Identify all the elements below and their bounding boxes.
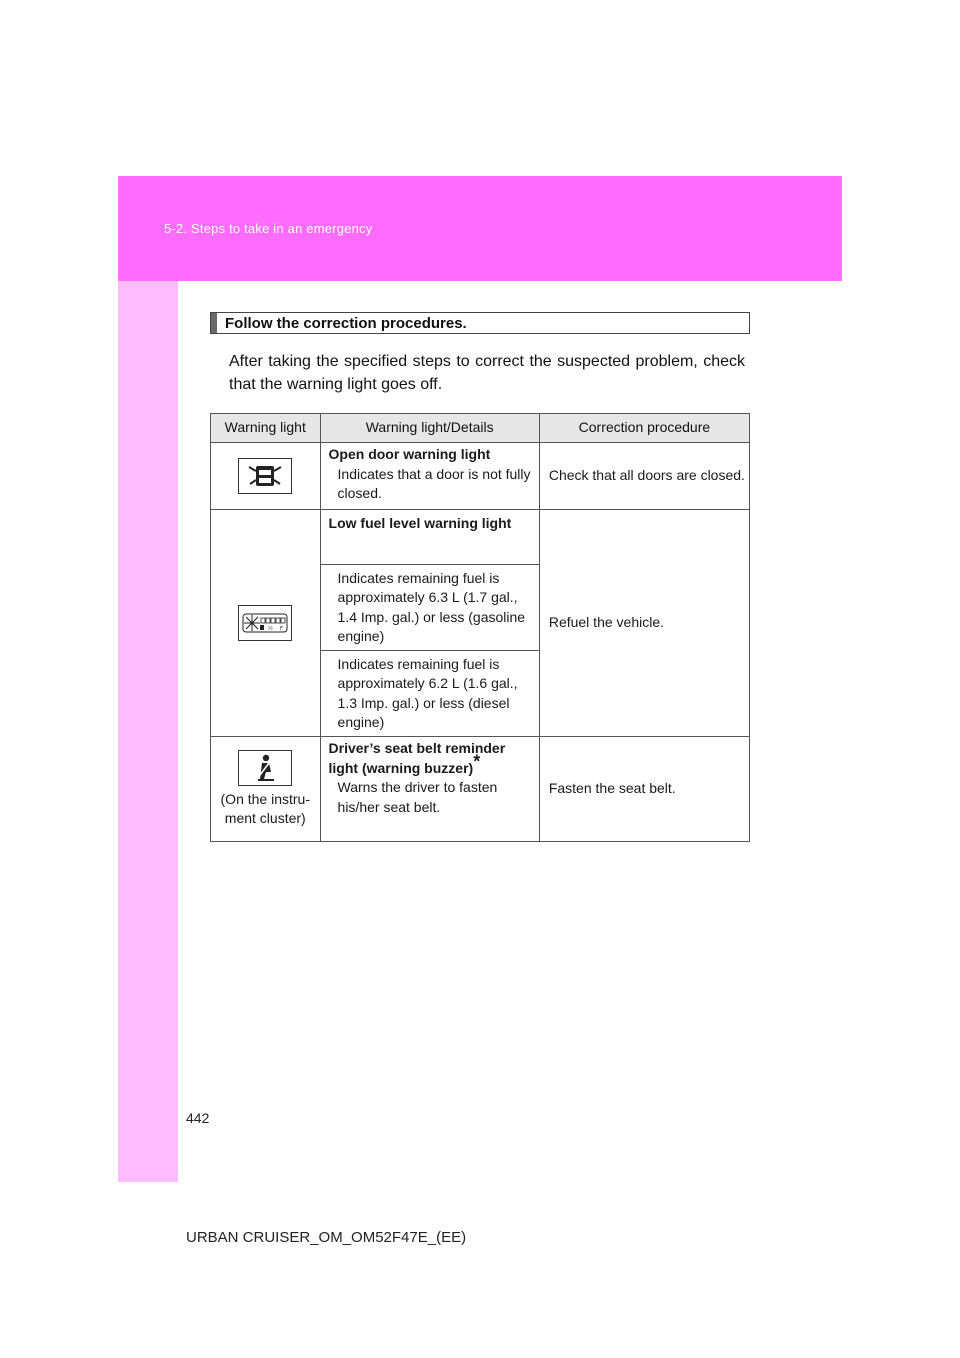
table-row bbox=[211, 510, 750, 565]
light-detail-diesel: Indicates remaining fuel is approximately 6.2 L (1.6 gal., 1.3 Imp. gal.) or less (diesel engine) bbox=[337, 655, 518, 730]
intro-paragraph: After taking the specified steps to correct the suspected problem, check that the warning light goes off. bbox=[229, 353, 745, 393]
warning-light-table bbox=[210, 413, 750, 842]
icon-cell bbox=[211, 443, 321, 510]
details-cell bbox=[320, 565, 539, 651]
seat-belt-icon bbox=[238, 750, 292, 786]
light-title bbox=[329, 739, 531, 778]
breadcrumb: 5-2. Steps to take in an emergency bbox=[164, 221, 373, 236]
correction-cell: Check that all doors are closed. bbox=[539, 443, 749, 510]
details-cell bbox=[320, 443, 539, 510]
details-cell bbox=[320, 651, 539, 737]
table-header-row bbox=[211, 414, 750, 443]
light-title: Low fuel level warning light bbox=[328, 515, 512, 531]
document-footer: URBAN CRUISER_OM_OM52F47E_(EE) bbox=[186, 1229, 467, 1246]
svg-text:F: F bbox=[280, 626, 284, 632]
light-detail: Indicates that a door is not fully closed. bbox=[337, 465, 531, 501]
side-band bbox=[118, 281, 178, 1182]
correction-cell: Refuel the vehicle. bbox=[539, 510, 749, 737]
open-door-icon bbox=[238, 458, 292, 494]
light-detail: Warns the driver to fasten his/her seat belt. bbox=[337, 779, 498, 815]
correction-cell: Fasten the seat belt. bbox=[539, 737, 749, 842]
instrument-cluster-note: (On the instru-ment cluster) bbox=[220, 791, 310, 826]
details-cell bbox=[320, 510, 539, 565]
icon-cell bbox=[211, 737, 321, 842]
page-number: 442 bbox=[186, 1110, 210, 1126]
table-row bbox=[211, 443, 750, 510]
section-title: Follow the correction procedures. bbox=[225, 314, 467, 332]
light-title: Open door warning light bbox=[328, 446, 491, 462]
section-heading bbox=[210, 312, 750, 334]
header-details: Warning light/Details bbox=[320, 414, 539, 443]
icon-cell bbox=[211, 510, 321, 737]
section-marker bbox=[211, 313, 217, 333]
light-title-text: Driver’s seat belt reminder light (warning buzzer) bbox=[328, 740, 506, 776]
header-correction: Correction procedure bbox=[539, 414, 749, 443]
light-detail-gasoline: Indicates remaining fuel is approximately 6.3 L (1.7 gal., 1.4 Imp. gal.) or less (gasoline engine) bbox=[337, 569, 526, 644]
table-row bbox=[211, 737, 750, 842]
details-cell bbox=[320, 737, 539, 842]
footnote-mark: * bbox=[473, 750, 481, 771]
svg-text:½: ½ bbox=[268, 626, 274, 632]
header-warning-light: Warning light bbox=[211, 414, 321, 443]
low-fuel-gauge-icon bbox=[238, 605, 292, 641]
